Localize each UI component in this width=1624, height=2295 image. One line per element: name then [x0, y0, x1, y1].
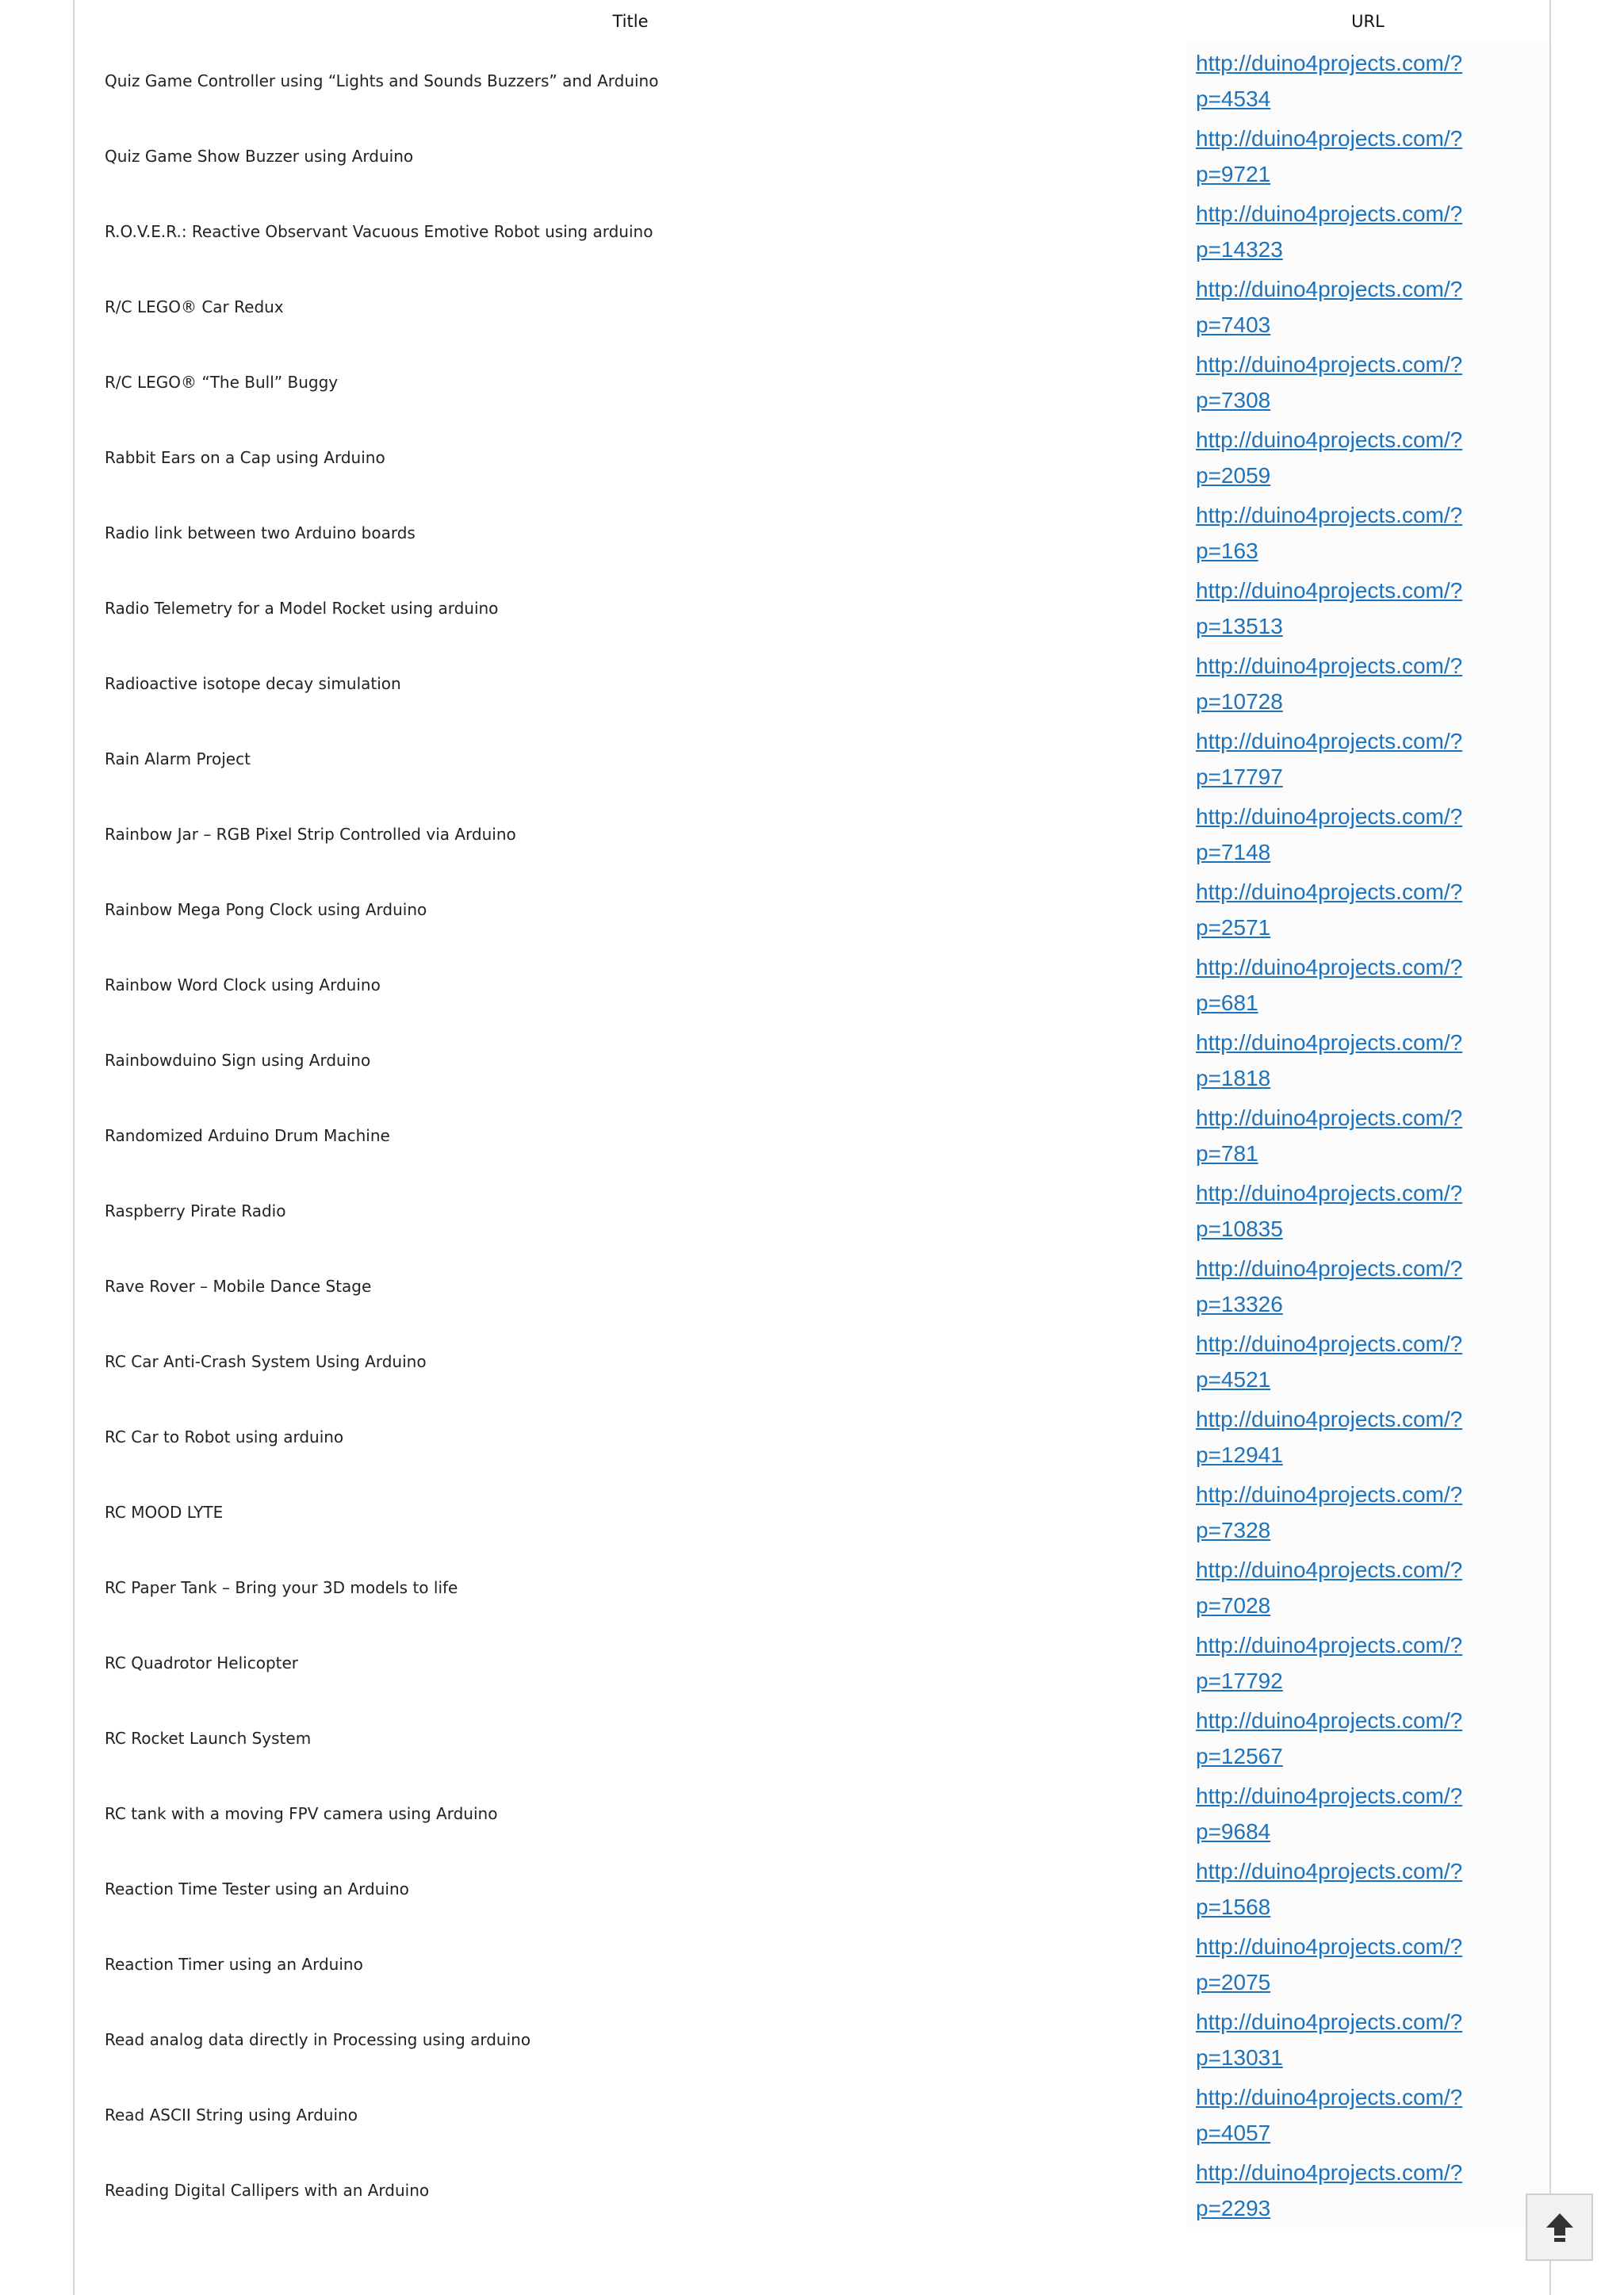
table-row	[75, 495, 1549, 570]
table-row	[75, 1098, 1549, 1173]
project-url-link[interactable]: http://duino4projects.com/?p=13326	[1196, 1255, 1463, 1316]
project-url-link[interactable]: http://duino4projects.com/?p=13031	[1196, 2009, 1463, 2070]
project-title: R/C LEGO® “The Bull” Buggy	[105, 372, 339, 392]
table-row	[75, 118, 1549, 193]
project-url-cell	[1186, 1248, 1549, 1324]
project-title: Rain Alarm Project	[105, 749, 251, 768]
project-url-link[interactable]: http://duino4projects.com/?p=4534	[1196, 50, 1463, 111]
project-title: Raspberry Pirate Radio	[105, 1201, 286, 1220]
arrow-up-icon	[1545, 2212, 1575, 2243]
table-row	[75, 420, 1549, 495]
project-title: Radio Telemetry for a Model Rocket using arduino	[105, 598, 499, 618]
project-url-cell	[1186, 1098, 1549, 1173]
project-url-cell	[1186, 1474, 1549, 1550]
project-title: Rainbowduino Sign using Arduino	[105, 1050, 371, 1070]
table-row	[75, 1022, 1549, 1098]
projects-table	[75, 0, 1549, 2228]
project-title: Rainbow Word Clock using Arduino	[105, 975, 381, 994]
project-url-cell	[1186, 1324, 1549, 1399]
column-header-title: Title	[612, 12, 649, 31]
table-row	[75, 1324, 1549, 1399]
project-url-link[interactable]: http://duino4projects.com/?p=9721	[1196, 125, 1463, 186]
project-url-cell	[1186, 796, 1549, 872]
project-url-cell	[1186, 2002, 1549, 2077]
project-url-cell	[1186, 344, 1549, 420]
table-row	[75, 43, 1549, 118]
project-url-link[interactable]: http://duino4projects.com/?p=7403	[1196, 276, 1463, 337]
project-url-link[interactable]: http://duino4projects.com/?p=2059	[1196, 427, 1463, 488]
project-url-link[interactable]: http://duino4projects.com/?p=2075	[1196, 1933, 1463, 1994]
table-row	[75, 2002, 1549, 2077]
table-row	[75, 947, 1549, 1022]
project-title: Read ASCII String using Arduino	[105, 2105, 358, 2125]
project-title: RC Quadrotor Helicopter	[105, 1653, 299, 1672]
project-title: RC MOOD LYTE	[105, 1502, 224, 1522]
project-url-cell	[1186, 118, 1549, 193]
project-title: Rabbit Ears on a Cap using Arduino	[105, 447, 385, 467]
project-url-cell	[1186, 2077, 1549, 2152]
project-url-link[interactable]: http://duino4projects.com/?p=7028	[1196, 1557, 1463, 1618]
project-url-cell	[1186, 1926, 1549, 2002]
project-url-cell	[1186, 495, 1549, 570]
project-url-link[interactable]: http://duino4projects.com/?p=4057	[1196, 2084, 1463, 2145]
project-url-link[interactable]: http://duino4projects.com/?p=10728	[1196, 653, 1463, 714]
project-url-link[interactable]: http://duino4projects.com/?p=7148	[1196, 803, 1463, 864]
project-url-cell	[1186, 947, 1549, 1022]
project-url-cell	[1186, 1399, 1549, 1474]
project-url-cell	[1186, 646, 1549, 721]
project-url-link[interactable]: http://duino4projects.com/?p=2293	[1196, 2159, 1463, 2220]
project-url-link[interactable]: http://duino4projects.com/?p=17797	[1196, 728, 1463, 789]
project-title: RC Rocket Launch System	[105, 1728, 312, 1748]
project-url-cell	[1186, 721, 1549, 796]
project-title: RC Car to Robot using arduino	[105, 1427, 344, 1446]
content-area	[73, 0, 1551, 2295]
project-url-link[interactable]: http://duino4projects.com/?p=14323	[1196, 201, 1463, 262]
project-url-cell	[1186, 570, 1549, 646]
project-url-link[interactable]: http://duino4projects.com/?p=13513	[1196, 577, 1463, 638]
table-row	[75, 796, 1549, 872]
project-url-cell	[1186, 1022, 1549, 1098]
project-url-cell	[1186, 1700, 1549, 1776]
table-row	[75, 570, 1549, 646]
project-url-cell	[1186, 43, 1549, 118]
project-url-link[interactable]: http://duino4projects.com/?p=12941	[1196, 1406, 1463, 1467]
project-url-link[interactable]: http://duino4projects.com/?p=781	[1196, 1105, 1463, 1166]
project-title: Rainbow Mega Pong Clock using Arduino	[105, 899, 427, 919]
project-url-link[interactable]: http://duino4projects.com/?p=10835	[1196, 1180, 1463, 1241]
project-url-link[interactable]: http://duino4projects.com/?p=17792	[1196, 1632, 1463, 1693]
project-url-cell	[1186, 1550, 1549, 1625]
project-title: R.O.V.E.R.: Reactive Observant Vacuous Emotive Robot using arduino	[105, 221, 653, 241]
project-url-cell	[1186, 1776, 1549, 1851]
project-url-cell	[1186, 2152, 1549, 2228]
project-url-link[interactable]: http://duino4projects.com/?p=12567	[1196, 1707, 1463, 1768]
table-row	[75, 344, 1549, 420]
table-body	[75, 43, 1549, 2228]
project-title: Radio link between two Arduino boards	[105, 523, 416, 542]
project-url-link[interactable]: http://duino4projects.com/?p=4521	[1196, 1331, 1463, 1392]
scroll-to-top-button[interactable]	[1526, 2193, 1593, 2261]
project-title: RC tank with a moving FPV camera using Arduino	[105, 1803, 498, 1823]
project-title: RC Car Anti-Crash System Using Arduino	[105, 1351, 427, 1371]
table-row	[75, 1700, 1549, 1776]
table-row	[75, 1776, 1549, 1851]
table-row	[75, 1248, 1549, 1324]
project-title: R/C LEGO® Car Redux	[105, 297, 284, 316]
table-row	[75, 1625, 1549, 1700]
project-title: Reading Digital Callipers with an Arduino	[105, 2180, 430, 2200]
table-row	[75, 1926, 1549, 2002]
project-url-link[interactable]: http://duino4projects.com/?p=681	[1196, 954, 1463, 1015]
table-row	[75, 1550, 1549, 1625]
project-url-cell	[1186, 420, 1549, 495]
table-row	[75, 1399, 1549, 1474]
project-url-cell	[1186, 1625, 1549, 1700]
project-url-link[interactable]: http://duino4projects.com/?p=7308	[1196, 351, 1463, 412]
project-title: RC Paper Tank – Bring your 3D models to life	[105, 1577, 458, 1597]
table-row	[75, 2152, 1549, 2228]
project-url-link[interactable]: http://duino4projects.com/?p=7328	[1196, 1481, 1463, 1542]
project-url-cell	[1186, 1851, 1549, 1926]
project-title: Read analog data directly in Processing using arduino	[105, 2029, 531, 2049]
project-url-link[interactable]: http://duino4projects.com/?p=9684	[1196, 1783, 1463, 1844]
project-title: Reaction Timer using an Arduino	[105, 1954, 363, 1974]
project-url-cell	[1186, 269, 1549, 344]
project-title: Rave Rover – Mobile Dance Stage	[105, 1276, 372, 1296]
table-row	[75, 269, 1549, 344]
table-row	[75, 1173, 1549, 1248]
project-title: Randomized Arduino Drum Machine	[105, 1125, 390, 1145]
project-url-link[interactable]: http://duino4projects.com/?p=1568	[1196, 1858, 1463, 1919]
project-title: Radioactive isotope decay simulation	[105, 673, 401, 693]
project-url-cell	[1186, 1173, 1549, 1248]
table-row	[75, 646, 1549, 721]
project-url-link[interactable]: http://duino4projects.com/?p=1818	[1196, 1029, 1463, 1090]
table-row	[75, 721, 1549, 796]
project-title: Quiz Game Show Buzzer using Arduino	[105, 146, 414, 166]
table-row	[75, 1474, 1549, 1550]
project-title: Quiz Game Controller using “Lights and Sounds Buzzers” and Arduino	[105, 71, 659, 90]
project-url-link[interactable]: http://duino4projects.com/?p=163	[1196, 502, 1463, 563]
project-title: Rainbow Jar – RGB Pixel Strip Controlled via Arduino	[105, 824, 516, 844]
project-url-cell	[1186, 872, 1549, 947]
table-header	[75, 0, 1549, 43]
table-row	[75, 2077, 1549, 2152]
table-row	[75, 872, 1549, 947]
project-url-link[interactable]: http://duino4projects.com/?p=2571	[1196, 879, 1463, 940]
table-row	[75, 1851, 1549, 1926]
project-title: Reaction Time Tester using an Arduino	[105, 1879, 409, 1898]
project-url-cell	[1186, 193, 1549, 269]
column-header-url: URL	[1351, 12, 1385, 31]
table-row	[75, 193, 1549, 269]
